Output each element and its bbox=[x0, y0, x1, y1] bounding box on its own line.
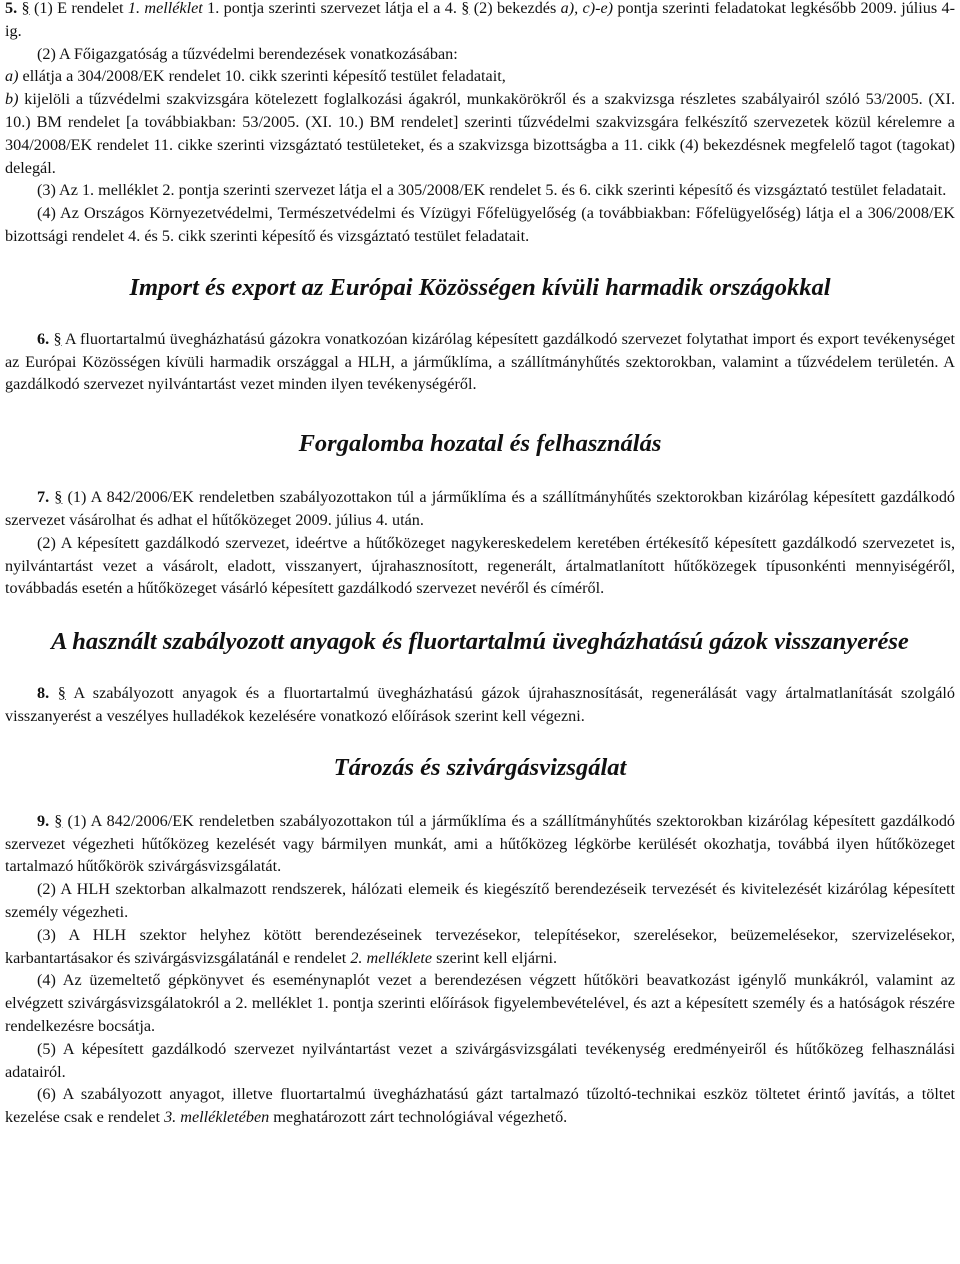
section-9-paragraph-1 bbox=[5, 810, 955, 878]
text: (2) bekezdés bbox=[469, 0, 561, 17]
point-label: b) bbox=[5, 90, 19, 109]
section-9-paragraph-6 bbox=[5, 1083, 955, 1129]
section-5-paragraph-3: (3) Az 1. melléklet 2. pontja szerinti szervezet látja el a 305/2008/EK rendelet 5. és 6. cikk szerinti képesítő és vizsgáztató testület feladatait. bbox=[37, 181, 947, 200]
section-9-paragraph-2: (2) A HLH szektorban alkalmazott rendszerek, hálózati elemeik és kiegészítő berendezéseik tervezését és kivitelezését kizárólag képesített személy végezheti. bbox=[5, 880, 955, 921]
text: (1) A 842/2006/EK rendeletben szabályozottakon túl a járműklíma és a szállítmányhűtés szektorokban kizárólag képesített gazdálkodó szervezet vásárolhat és adhat el hűtőközeget 2009. július 4. után. bbox=[5, 488, 956, 529]
text: (1) E rendelet bbox=[29, 0, 128, 17]
section-8-paragraph bbox=[5, 682, 955, 728]
section-7-paragraph-2: (2) A képesített gazdálkodó szervezet, ideértve a hűtőközeget nagykereskedelem keretében értékesítő képesített gazdálkodó szervezetet is, nyilvántartást vezet a vásárolt, eladott, visszanyert, újrahasznosított, regenerált, ártalmatlanított hűtőközegek típusonkénti mennyiségéről, továbbadás esetén a hűtőközeget vásárló képesített gazdálkodó szervezet nevéről és címéről. bbox=[5, 533, 955, 598]
points-reference: a), c)-e) bbox=[560, 0, 614, 17]
text: pontja szerinti feladatokat legkésőbb 2009. július 4-ig. bbox=[5, 0, 956, 40]
text: 1. pontja szerinti szervezet látja el a 4. bbox=[202, 0, 462, 17]
annex-reference: 1. melléklet bbox=[127, 0, 203, 17]
heading-storage-leak-testing: Tározás és szivárgásvizsgálat bbox=[333, 753, 627, 781]
section-sign: § bbox=[461, 0, 470, 17]
text: kijelöli a tűzvédelmi szakvizsgára kötelezett foglalkozási ágakról, munkakörökről és a szakvizsga részletes szabályairól szóló 53/2005. (XI. 10.) BM rendelet [a továbbiakban: 53/2005. (XI. 10.) BM rendelet] szerinti tűzvédelmi szakvizsgára felkészítő szervezetek közül kérelemre a 304/2008/EK rendelet 11. cikke szerinti vizsgáztató testületeket, és a szakvizsga bizottságba a 11. cikk (4) bekezdésnek megfelelő tagot (tagokat) delegál. bbox=[5, 90, 955, 177]
text: (1) A 842/2006/EK rendeletben szabályozottakon túl a járműklíma és a szállítmányhűtés szektorokban kizárólag képesített gazdálkodó szervezet végezheti hűtőközeg kezelését vagy bármilyen munkát, ami a hűtőközeg légkörbe kerülését okozhatja, továbbá ilyen hűtőközeget tartalmazó hűtőkörök szivárgásvizsgálatát. bbox=[5, 811, 956, 876]
section-7-paragraph-1 bbox=[5, 486, 955, 532]
heading-placing-on-market: Forgalomba hozatal és felhasználás bbox=[298, 430, 662, 458]
section-5-point-b bbox=[5, 88, 955, 179]
section-5-paragraph-4: (4) Az Országos Környezetvédelmi, Természetvédelmi és Vízügyi Főfelügyelőség (a továbbiakban: Főfelügyelőség) látja el a 306/2008/EK bizottsági rendelet 4. és 5. cikk szerinti képesítő és vizsgáztató testület feladatait. bbox=[5, 204, 955, 245]
heading-recovery: A használt szabályozott anyagok és fluortartalmú üvegházhatású gázok visszanyerése bbox=[51, 628, 909, 656]
section-5-paragraph-1 bbox=[5, 0, 955, 43]
section-sign: § bbox=[21, 0, 30, 17]
section-9-paragraph-5: (5) A képesített gazdálkodó szervezet nyilvántartást vezet a szivárgásvizsgálati tevékenység eredményeiről és hűtőközeg felhasználási adatairól. bbox=[5, 1039, 955, 1081]
text: ellátja a 304/2008/EK rendelet 10. cikk szerinti képesítő testület feladatait, bbox=[18, 67, 506, 86]
section-number: 5. bbox=[5, 0, 18, 17]
section-sign: § bbox=[53, 329, 62, 348]
text: (3) A HLH szektor helyhez kötött berendezéseinek tervezésekor, telepítésekor, szerelésekor, beüzemelésekor, szervizelésekor, karbantartásakor és szivárgásvizsgálatánál e rendelet bbox=[5, 925, 955, 967]
text: meghatározott zárt technológiával végezhető. bbox=[269, 1108, 568, 1127]
section-sign: § bbox=[57, 684, 66, 703]
section-sign: § bbox=[54, 488, 63, 507]
annex-reference: 3. mellékletében bbox=[164, 1108, 270, 1127]
section-9-paragraph-3 bbox=[5, 924, 955, 970]
section-number: 8. bbox=[37, 684, 50, 703]
text: szerint kell eljárni. bbox=[432, 948, 558, 967]
text: A fluortartalmú üvegházhatású gázokra vonatkozóan kizárólag képesített gazdálkodó szervezet folytathat import és export tevékenységet az Európai Közösségen kívüli harmadik országgal a HLH, a járműklíma, a szállítmányhűtés szektorokban, valamint a tűzvédelem területén. A gazdálkodó szervezet nyilvántartást vezet minden ilyen tevékenységéről. bbox=[5, 329, 955, 394]
heading-import-export: Import és export az Európai Közösségen kívüli harmadik országokkal bbox=[129, 273, 831, 301]
section-6-paragraph bbox=[5, 328, 955, 396]
annex-reference: 2. melléklete bbox=[350, 948, 433, 967]
text: A szabályozott anyagok és a fluortartalmú üvegházhatású gázok újrahasznosítását, regenerálását vagy ártalmatlanítását szolgáló visszanyerést a veszélyes hulladékok kezelésére vonatkozó előírások szerint kell végezni. bbox=[5, 684, 956, 725]
section-number: 6. bbox=[37, 329, 50, 348]
section-9-paragraph-4: (4) Az üzemeltető gépkönyvet és eseménynaplót vezet a berendezésen végzett hűtőköri beavatkozást igénylő munkákról, valamint az elvégzett szivárgásvizsgálatokról a 2. melléklet 1. pontja szerinti előírások figyelembevételével, és azt a képesített személy és a hatóságok részére rendelkezésre bocsátja. bbox=[5, 971, 955, 1035]
section-sign: § bbox=[54, 811, 63, 830]
section-number: 7. bbox=[37, 488, 50, 507]
section-number: 9. bbox=[37, 811, 50, 830]
section-5-paragraph-2: (2) A Főigazgatóság a tűzvédelmi berendezések vonatkozásában: bbox=[37, 44, 458, 63]
section-5-point-a bbox=[5, 65, 955, 88]
point-label: a) bbox=[5, 67, 19, 86]
text: (6) A szabályozott anyagot, illetve fluortartalmú üvegházhatású gázt tartalmazó tűzoltó-technikai eszköz töltetet érintő javítás, a töltet kezelése csak e rendelet bbox=[5, 1085, 955, 1127]
